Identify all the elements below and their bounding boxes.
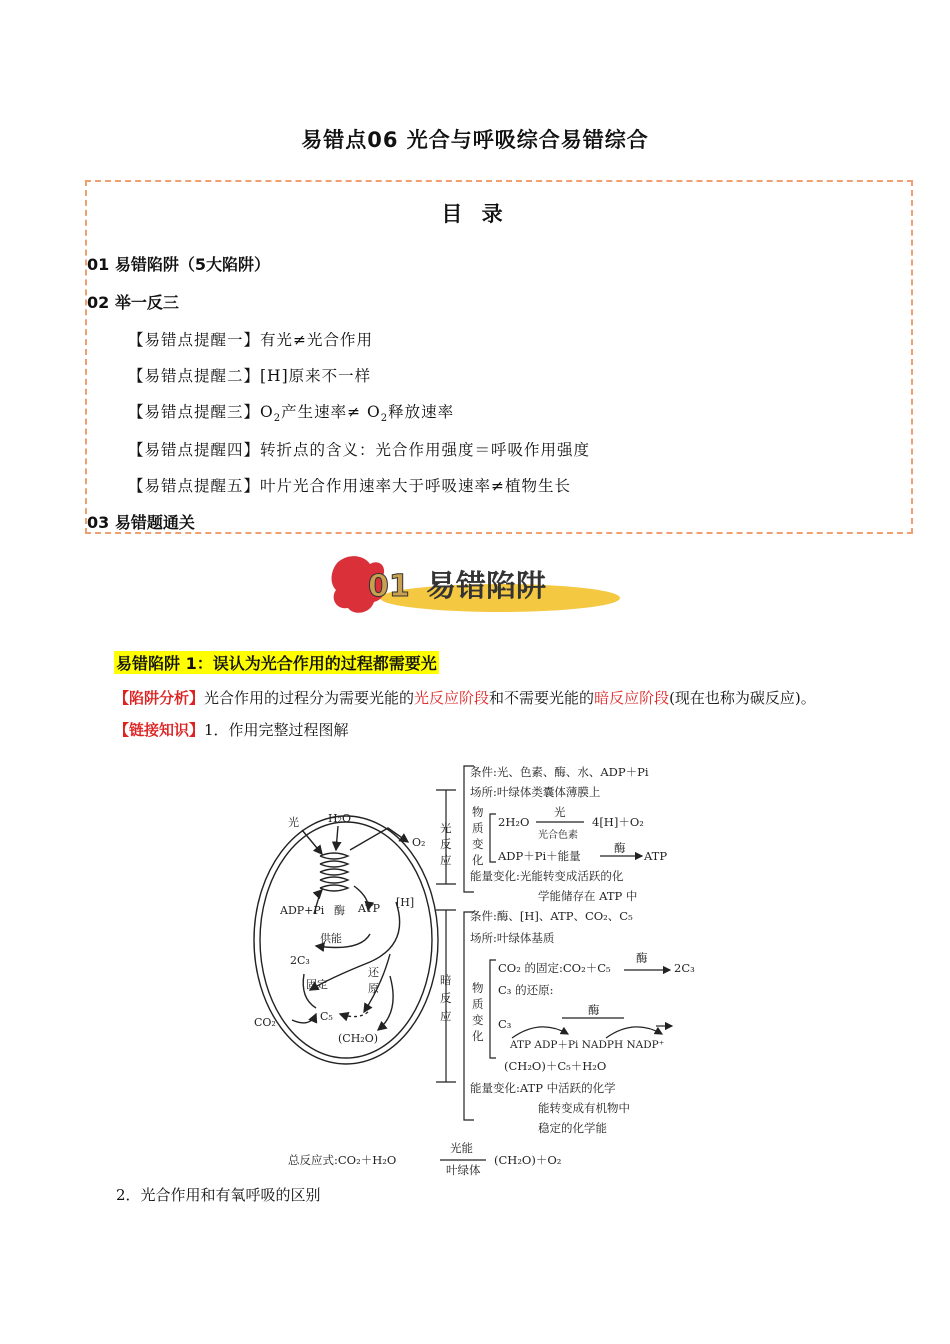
toc-item-1[interactable]: 【易错点提醒一】有光≠光合作用 (128, 331, 373, 349)
analysis-text-c: 和不需要光能的 (489, 689, 595, 707)
page-title: 易错点06 光合与呼吸综合易错综合 (301, 128, 649, 152)
dg-lr1: 光 (440, 821, 452, 835)
dg-total-top: 光能 (450, 1141, 473, 1155)
dg-d-fix-top: 酶 (636, 951, 648, 965)
dg-d-red-c3: C₃ (498, 1017, 512, 1031)
dg-dmat2: 质 (472, 997, 484, 1011)
dg-dmat3: 变 (472, 1013, 484, 1027)
dg-l-cond: 条件:光、色素、酶、水、ADP＋Pi (470, 765, 649, 779)
trap-1-analysis (114, 687, 816, 708)
toc-item-2[interactable]: 【易错点提醒二】[H]原来不一样 (128, 367, 372, 385)
dg-d-energy1: 能量变化:ATP 中活跃的化学 (470, 1081, 616, 1095)
dg-d-fix-right: 2C₃ (674, 961, 695, 975)
dg-lr2: 反 (440, 837, 452, 851)
dg-l-eq1-left: 2H₂O (498, 815, 530, 829)
photosynthesis-diagram (250, 758, 700, 1178)
dg-dr3: 应 (440, 1009, 452, 1023)
dg-dmat4: 化 (472, 1029, 484, 1043)
dg-l-energy2: 学能储存在 ATP 中 (538, 889, 638, 903)
toc-item-4[interactable]: 【易错点提醒四】转折点的含义：光合作用强度＝呼吸作用强度 (128, 441, 591, 459)
banner-number: 01 (368, 569, 410, 604)
analysis-text-b: 光反应阶段 (414, 689, 490, 707)
dg-d-red-sub: ATP ADP＋Pi NADPH NADP⁺ (510, 1039, 665, 1051)
analysis-text-e: (现在也称为碳反应)。 (669, 689, 816, 707)
toc-item-3-b: 产生速率≠ O (281, 403, 381, 421)
dg-l-eq1-bottom: 光合色素 (538, 830, 578, 841)
dg-mat1: 物 (472, 805, 484, 819)
dg-mat4: 化 (472, 853, 484, 867)
dg-d-energy2: 能转变成有机物中 (538, 1101, 630, 1115)
dg-h2o: H₂O (328, 812, 352, 825)
dg-mat2: 质 (472, 821, 484, 835)
trap-1-link (114, 719, 349, 740)
section-banner (330, 552, 630, 622)
dg-o2: O₂ (412, 836, 426, 849)
dg-d-place: 场所:叶绿体基质 (470, 931, 555, 945)
dg-d-energy3: 稳定的化学能 (538, 1121, 607, 1135)
dg-h: [H] (396, 896, 415, 909)
dg-l-energy1: 能量变化:光能转变成活跃的化 (470, 869, 624, 883)
toc-link-traps[interactable]: 01 易错陷阱（5大陷阱） (87, 255, 270, 274)
banner-label: 易错陷阱 (426, 569, 546, 604)
toc-item-3-c: 释放速率 (388, 403, 455, 421)
dg-d-red: C₃ 的还原: (498, 983, 554, 997)
dg-supply: 供能 (320, 932, 342, 945)
analysis-text-d: 暗反应阶段 (594, 689, 670, 707)
thylakoid-stack-icon (320, 853, 348, 891)
toc-link-quiz[interactable]: 03 易错题通关 (87, 513, 195, 532)
dg-total-right: (CH₂O)＋O₂ (494, 1153, 562, 1167)
dg-dmat1: 物 (472, 981, 484, 995)
analysis-tag: 【陷阱分析】 (114, 689, 205, 707)
dg-d-red-top: 酶 (588, 1003, 600, 1017)
dg-l-eq1-right: 4[H]＋O₂ (592, 815, 644, 829)
analysis-text-a: 光合作用的过程分为需要光能的 (204, 689, 415, 707)
dg-l-eq1-top: 光 (554, 805, 566, 819)
dg-d-red-prod: (CH₂O)＋C₅＋H₂O (504, 1059, 607, 1073)
toc-heading: 目 录 (441, 202, 509, 226)
dg-light: 光 (288, 816, 299, 829)
dg-total-left: 总反应式:CO₂＋H₂O (288, 1153, 397, 1167)
toc-item-3-a: 【易错点提醒三】O (128, 403, 274, 421)
dg-ch2o: (CH₂O) (338, 1032, 379, 1045)
dg-d-cond: 条件:酶、[H]、ATP、CO₂、C₅ (470, 909, 633, 923)
section-2-heading: 2．光合作用和有氧呼吸的区别 (116, 1186, 321, 1204)
dg-co2: CO₂ (254, 1016, 276, 1029)
toc-item-5[interactable]: 【易错点提醒五】叶片光合作用速率大于呼吸速率≠植物生长 (128, 477, 571, 495)
dg-dr1: 暗 (440, 973, 452, 987)
dg-total-bottom: 叶绿体 (446, 1163, 481, 1177)
dg-c3: 2C₃ (290, 954, 310, 967)
trap-1-title: 易错陷阱 1：误认为光合作用的过程都需要光 (114, 651, 439, 674)
dg-lr3: 应 (440, 853, 452, 867)
link-text: 1．作用完整过程图解 (204, 721, 349, 739)
dg-c5: C₅ (320, 1010, 333, 1023)
dg-l-eq2-right: ATP (644, 849, 668, 863)
dg-reduce1: 还 (368, 966, 379, 979)
dg-atp: ATP (358, 902, 381, 915)
dg-reduce2: 原 (368, 982, 379, 995)
toc-link-examples[interactable]: 02 举一反三 (87, 293, 179, 312)
dg-d-fix-left: CO₂ 的固定:CO₂＋C₅ (498, 961, 611, 975)
dg-enzyme: 酶 (334, 904, 345, 917)
toc-item-3[interactable]: 【易错点提醒三】$O_2$产生速率≠ $O_2$释放速率 (128, 403, 455, 425)
dg-l-place: 场所:叶绿体类囊体薄膜上 (470, 785, 601, 799)
dg-mat3: 变 (472, 837, 484, 851)
dg-l-eq2-top: 酶 (614, 841, 626, 855)
chloroplast-outer (254, 816, 438, 1064)
link-tag: 【链接知识】 (114, 721, 205, 739)
dg-l-eq2-left: ADP＋Pi＋能量 (498, 849, 581, 863)
dg-dr2: 反 (440, 991, 452, 1005)
dg-adp: ADP+Pi (280, 904, 325, 917)
dg-fix: 固定 (306, 978, 328, 991)
